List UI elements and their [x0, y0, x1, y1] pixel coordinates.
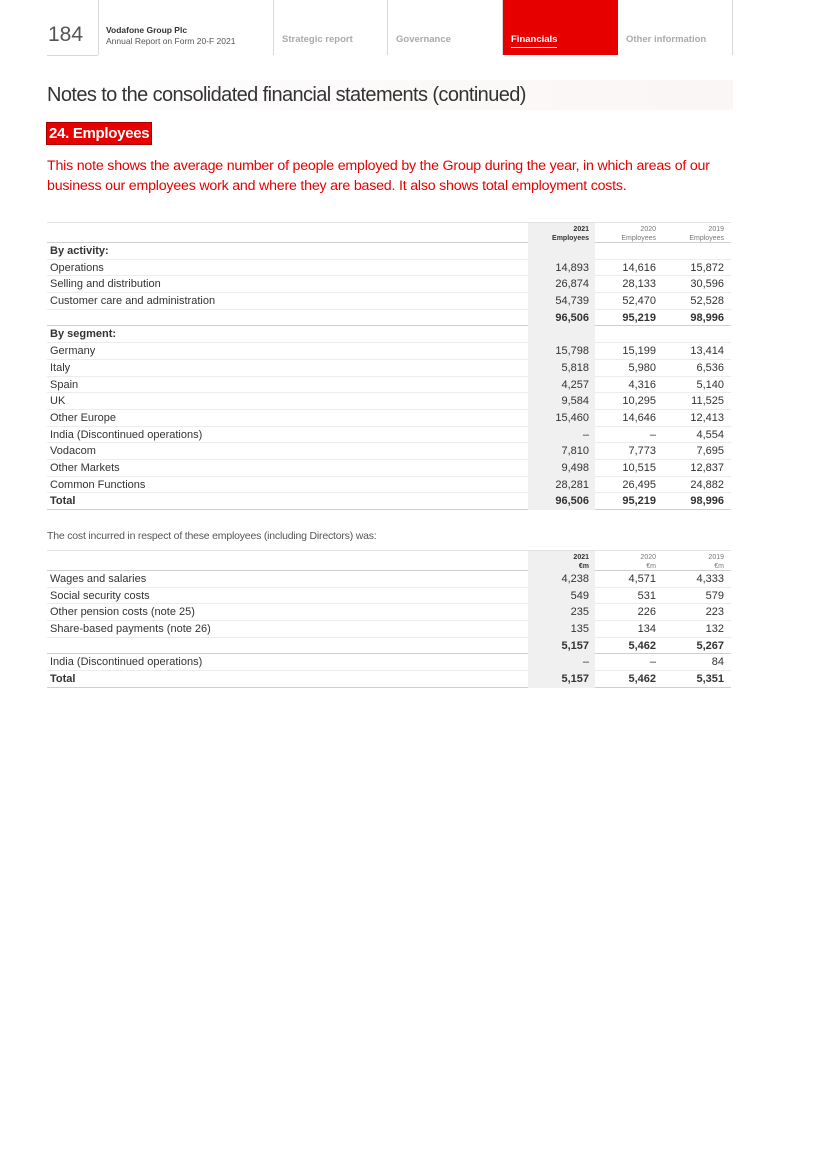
row-value: 4,257: [528, 377, 595, 394]
row-value: 12,413: [690, 411, 724, 424]
row-value: 549: [528, 588, 595, 605]
row-value: 10,295: [622, 395, 656, 408]
activity-heading-row: By activity:: [47, 243, 731, 260]
table-row: [47, 427, 731, 444]
row-value: 4,333: [696, 573, 724, 585]
table-row: [47, 443, 731, 460]
table-row: [47, 343, 731, 360]
row-value: 26,874: [528, 276, 595, 293]
row-value: –: [528, 427, 595, 444]
row-value: 15,199: [622, 345, 656, 358]
col-header-2021: 2021 Employees: [528, 223, 595, 244]
page-title: Notes to the consolidated financial statements (continued): [47, 80, 733, 110]
segment-heading-row: By segment:: [47, 326, 731, 343]
row-value: 235: [528, 604, 595, 621]
cost-total-row: Total 5,157 5,462 5,351: [47, 671, 731, 688]
cost-caption: The cost incurred in respect of these employees (including Directors) was:: [47, 530, 377, 542]
row-value: –: [649, 428, 656, 441]
page-header: [47, 0, 733, 55]
section-title: 24. Employees: [49, 125, 150, 142]
row-value: 9,498: [528, 460, 595, 477]
row-label: Other Europe: [50, 411, 117, 424]
row-value: 135: [528, 621, 595, 638]
table-row: [47, 393, 731, 410]
row-value: 7,810: [528, 443, 595, 460]
row-value: 223: [705, 606, 724, 619]
row-label: India (Discontinued operations): [50, 428, 203, 441]
cost-subtotal-row: 5,157 5,462 5,267: [47, 638, 731, 655]
row-value: 531: [637, 589, 656, 602]
row-value: 13,414: [690, 345, 724, 358]
row-value: 6,536: [696, 361, 724, 374]
table-row: [47, 588, 731, 605]
company-block: [106, 25, 235, 47]
col-header-2020: 2020 €m: [640, 554, 656, 570]
row-label: Share-based payments (note 26): [50, 623, 211, 636]
row-label: Wages and salaries: [50, 573, 147, 585]
row-value: 579: [705, 589, 724, 602]
activity-total-row: 96,506 95,219 98,996: [47, 310, 731, 327]
row-value: 226: [637, 606, 656, 619]
row-value: 5,140: [696, 378, 724, 391]
row-value: 15,872: [690, 261, 724, 274]
row-value: 7,695: [696, 445, 724, 458]
row-value: 52,470: [622, 295, 656, 308]
row-label: Spain: [50, 378, 79, 391]
table-row: [47, 571, 731, 588]
row-value: 4,571: [628, 573, 656, 585]
row-value: 54,739: [528, 293, 595, 310]
table-header: [47, 222, 731, 243]
row-value: 11,525: [691, 395, 724, 408]
row-value: 5,818: [528, 360, 595, 377]
table-row: [47, 293, 731, 310]
row-value: 30,596: [690, 278, 724, 291]
row-value: 4,316: [628, 378, 656, 391]
row-label: Social security costs: [50, 589, 150, 602]
col-header-2021: 2021 €m: [528, 551, 595, 572]
row-label: Common Functions: [50, 478, 146, 491]
tab-other-information[interactable]: Other information: [618, 0, 733, 55]
row-value: 4,238: [528, 571, 595, 588]
report-name: Annual Report on Form 20-F 2021: [106, 36, 236, 46]
row-label: Italy: [50, 361, 71, 374]
row-value: 14,893: [528, 260, 595, 277]
row-label: Selling and distribution: [50, 278, 161, 291]
intro-text: This note shows the average number of people employed by the Group during the year, in which areas of our business our employees work and where they are based. It also shows total employment costs.: [47, 158, 710, 194]
row-value: 4,554: [696, 428, 724, 441]
tab-governance[interactable]: Governance: [388, 0, 503, 55]
row-label: Vodacom: [50, 445, 96, 458]
row-value: 26,495: [622, 478, 656, 491]
row-value: 15,460: [528, 410, 595, 427]
row-label: Operations: [50, 261, 104, 274]
row-label: Other Markets: [50, 461, 120, 474]
row-value: 5,980: [628, 361, 656, 374]
row-value: 14,616: [622, 261, 656, 274]
row-value: 9,584: [528, 393, 595, 410]
row-value: 134: [637, 623, 656, 636]
row-value: 7,773: [628, 445, 656, 458]
table-row: [47, 604, 731, 621]
employees-table: [47, 222, 731, 510]
col-header-2020: 2020 Employees: [621, 226, 656, 242]
table-header: [47, 550, 731, 571]
table-row: [47, 377, 731, 394]
header-divider: [47, 55, 98, 56]
row-value: 132: [705, 623, 724, 636]
row-label: UK: [50, 395, 66, 408]
table-row: [47, 410, 731, 427]
col-header-2019: 2019 Employees: [689, 226, 724, 242]
company-name: Vodafone Group Plc: [106, 25, 188, 35]
table-row: [47, 260, 731, 277]
table-row: India (Discontinued operations) – – 84: [47, 654, 731, 671]
table-row: [47, 360, 731, 377]
row-value: 14,646: [622, 411, 656, 424]
table-row: [47, 276, 731, 293]
row-label: Customer care and administration: [50, 295, 216, 308]
employees-total-row: Total 96,506 95,219 98,996: [47, 493, 731, 510]
cost-table: [47, 550, 731, 688]
row-label: Other pension costs (note 25): [50, 606, 195, 619]
col-header-2019: 2019 €m: [708, 554, 724, 570]
row-label: Germany: [50, 345, 96, 358]
row-value: 12,837: [690, 461, 724, 474]
tab-strategic-report[interactable]: Strategic report: [273, 0, 388, 55]
row-value: 24,882: [690, 478, 724, 491]
table-row: [47, 460, 731, 477]
row-value: 28,281: [528, 477, 595, 494]
row-value: 28,133: [622, 278, 656, 291]
table-row: [47, 477, 731, 494]
table-row: [47, 621, 731, 638]
tab-financials[interactable]: Financials: [503, 0, 618, 55]
row-value: 10,515: [622, 461, 656, 474]
row-value: 15,798: [528, 343, 595, 360]
row-value: 52,528: [690, 295, 724, 308]
page-number: 184: [47, 0, 99, 55]
